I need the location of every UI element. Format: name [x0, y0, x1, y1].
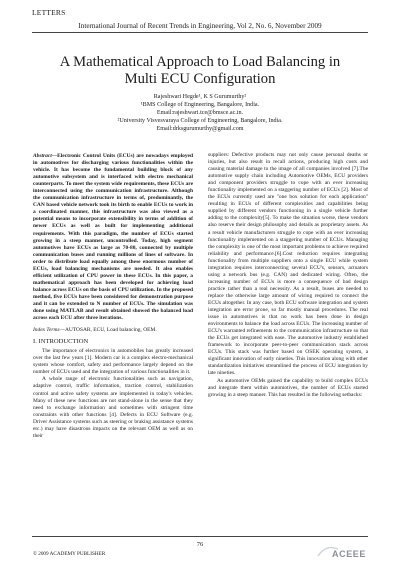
footer-rule	[32, 536, 368, 537]
right-column	[208, 152, 368, 399]
email-1: Email:rajeshwari.tce@bmsce.ac.in.	[156, 110, 244, 116]
title-line-1: A Mathematical Approach to Load Balancing in	[59, 54, 341, 70]
abstract-label: Abstract	[33, 153, 52, 159]
affiliation-1: ¹BMS College of Engineering, Bangalore, India.	[140, 102, 260, 108]
intro-paragraph-1: The importance of electronics in automobiles has greatly increased over the last few years [1]. Modern car is a complex electro-mechanical system whose comfort, safety and performance largely depend on the number of ECUs used and the integration of various functionalities in it.	[33, 348, 193, 376]
aceee-logo	[316, 543, 370, 559]
page-number: 76	[196, 541, 204, 548]
header-rule	[32, 32, 368, 33]
index-terms	[33, 327, 193, 334]
index-terms-text: —AUTOSAR, ECU, Load balancing, OEM.	[59, 327, 157, 334]
copyright-notice: © 2009 ACADEMY PUBLISHER	[33, 551, 106, 557]
right-paragraph-1: suppliers: Defective products may not only cause personal deaths or injuries, but also result in recall actions, producing high costs and causing material damage to the image of all companies involved [7].The automotive supply chain including Automotive OEMs, ECU providers and component providers struggle to cope with an ever increasing functionality implemented on a staggering number of ECUs [2]. Most of the ECUs currently used are "one box solution for each application" resulting in ECUs of different complexities and capabilities being supplied by different vendors functioning in a single vehicle further adding to the complexity[5]. To make the situation worse, these vendors also reserve their design philosophy and details as proprietary assets. As a result vehicle manufacturers struggle to cope with an ever increasing functionality implemented on a staggering number of ECUs. Managing the complexity is one of the most important problems to achieve required reliability and performance.[6].Cost reduction requires integrating functionality from multiple suppliers onto a single ECU while system integration requires interconnecting several ECU's, sensors, actuators using a network bus (e.g. CAN) and dedicated wiring. Often, the increasing number of ECUs is more a consequence of bad design practice rather than a real necessity. As a result, buses are needed to replace the otherwise large amount of wiring required to connect the ECUs altogether. In any case, both ECU software integration and system integration are error prone, so far mostly manual procedures. The real issue in automotives is that no work has been done in design environments to balance the load across ECUs. The increasing number of ECU's warranted refinements to the communication infrastructure so that the ECUs get integrated with ease. The automotive industry established framework to incorporate peer-to-peer communication stack across ECUs. This stack was further based on OSEK operating system, a significant innovation of early nineties. This innovation along with other standardization initiatives streamlined the process of ECU integration by late nineties.	[208, 152, 368, 377]
author-block	[20, 93, 380, 133]
author-names: Rajeshwari Hegde¹, K S Gurumurthy²	[153, 94, 247, 100]
affiliation-2: ²University Visvesvaraya College of Engineering, Bangalore, India.	[117, 118, 283, 124]
title-line-2: Multi ECU Configuration	[124, 71, 276, 87]
index-terms-label: Index Terms	[33, 327, 60, 334]
abstract-text: —Electronic Control Units (ECUs) are nowadays employed in automotives for discharging various functionalities within the vehicle. It has become the fundamental building block of any automotive subsystem and is interfaced with electro mechanical counterparts. To meet the system wide requirements, these ECUs are interconnected using the communication infrastructure. Although the communication infrastructure in terms of, predominantly, the CAN based vehicle network took its birth to enable ECUs to work in a coordinated manner, this infrastructure was also viewed as a potential means to incorporate extensibility in terms of addition of newer ECUs as well as built for implementing additional requirements. With this paradigm, the number of ECUs started growing in a steep manner, uncontrolled. Today, high segment automotives have ECUs as large as 70-80, connected by multiple communication buses and running millions of lines of software. In order to distribute load equally among these enormous number of ECUs, load balancing mechanisms are needed. It also enables efficient utilization of CPU power in these ECUs. In this paper, a mathematical approach has been developed for achieving load balance across ECUs on the basis of CPU utilization. In the proposed method, five ECUs have been considered for demonstration purpose and it can be extended to N number of ECUs. The simulation was done using MATLAB and result obtained showed the balanced load across each ECU after three iterations.	[33, 153, 193, 322]
logo-text: ACEEE	[332, 549, 367, 559]
section-heading-introduction: I. INTRODUCTION	[33, 338, 89, 346]
left-column	[33, 153, 193, 440]
right-paragraph-2: As automotive OEMs gained the capability to build complex ECUs and integrate them within automotives, the number of ECUs started growing in a steep manner. This has resulted in the following setbacks:	[208, 377, 368, 398]
journal-header: International Journal of Recent Trends in Engineering, Vol 2, No. 6, November 2009	[78, 22, 322, 30]
intro-paragraph-2: A whole range of electronic functionalities such as navigation, adaptive control, traffic information, traction control, stabilization control and active safety systems are implemented in today's vehicles. Many of these new functions are not stand-alone in the sense that they need to exchange information and sometimes with stringent time constraints with other functions [4]. Defects in ECU Software (e.g. Driver Assistance systems such as steering or braking assistance systems etc.) may have disastrous impacts on the relevant OEM as well as on their	[33, 376, 193, 439]
letters-label: LETTERS	[32, 8, 66, 17]
email-2: Email:drksgurumurthy@gmail.com	[156, 126, 244, 132]
abstract	[33, 153, 193, 322]
paper-title	[20, 54, 380, 88]
